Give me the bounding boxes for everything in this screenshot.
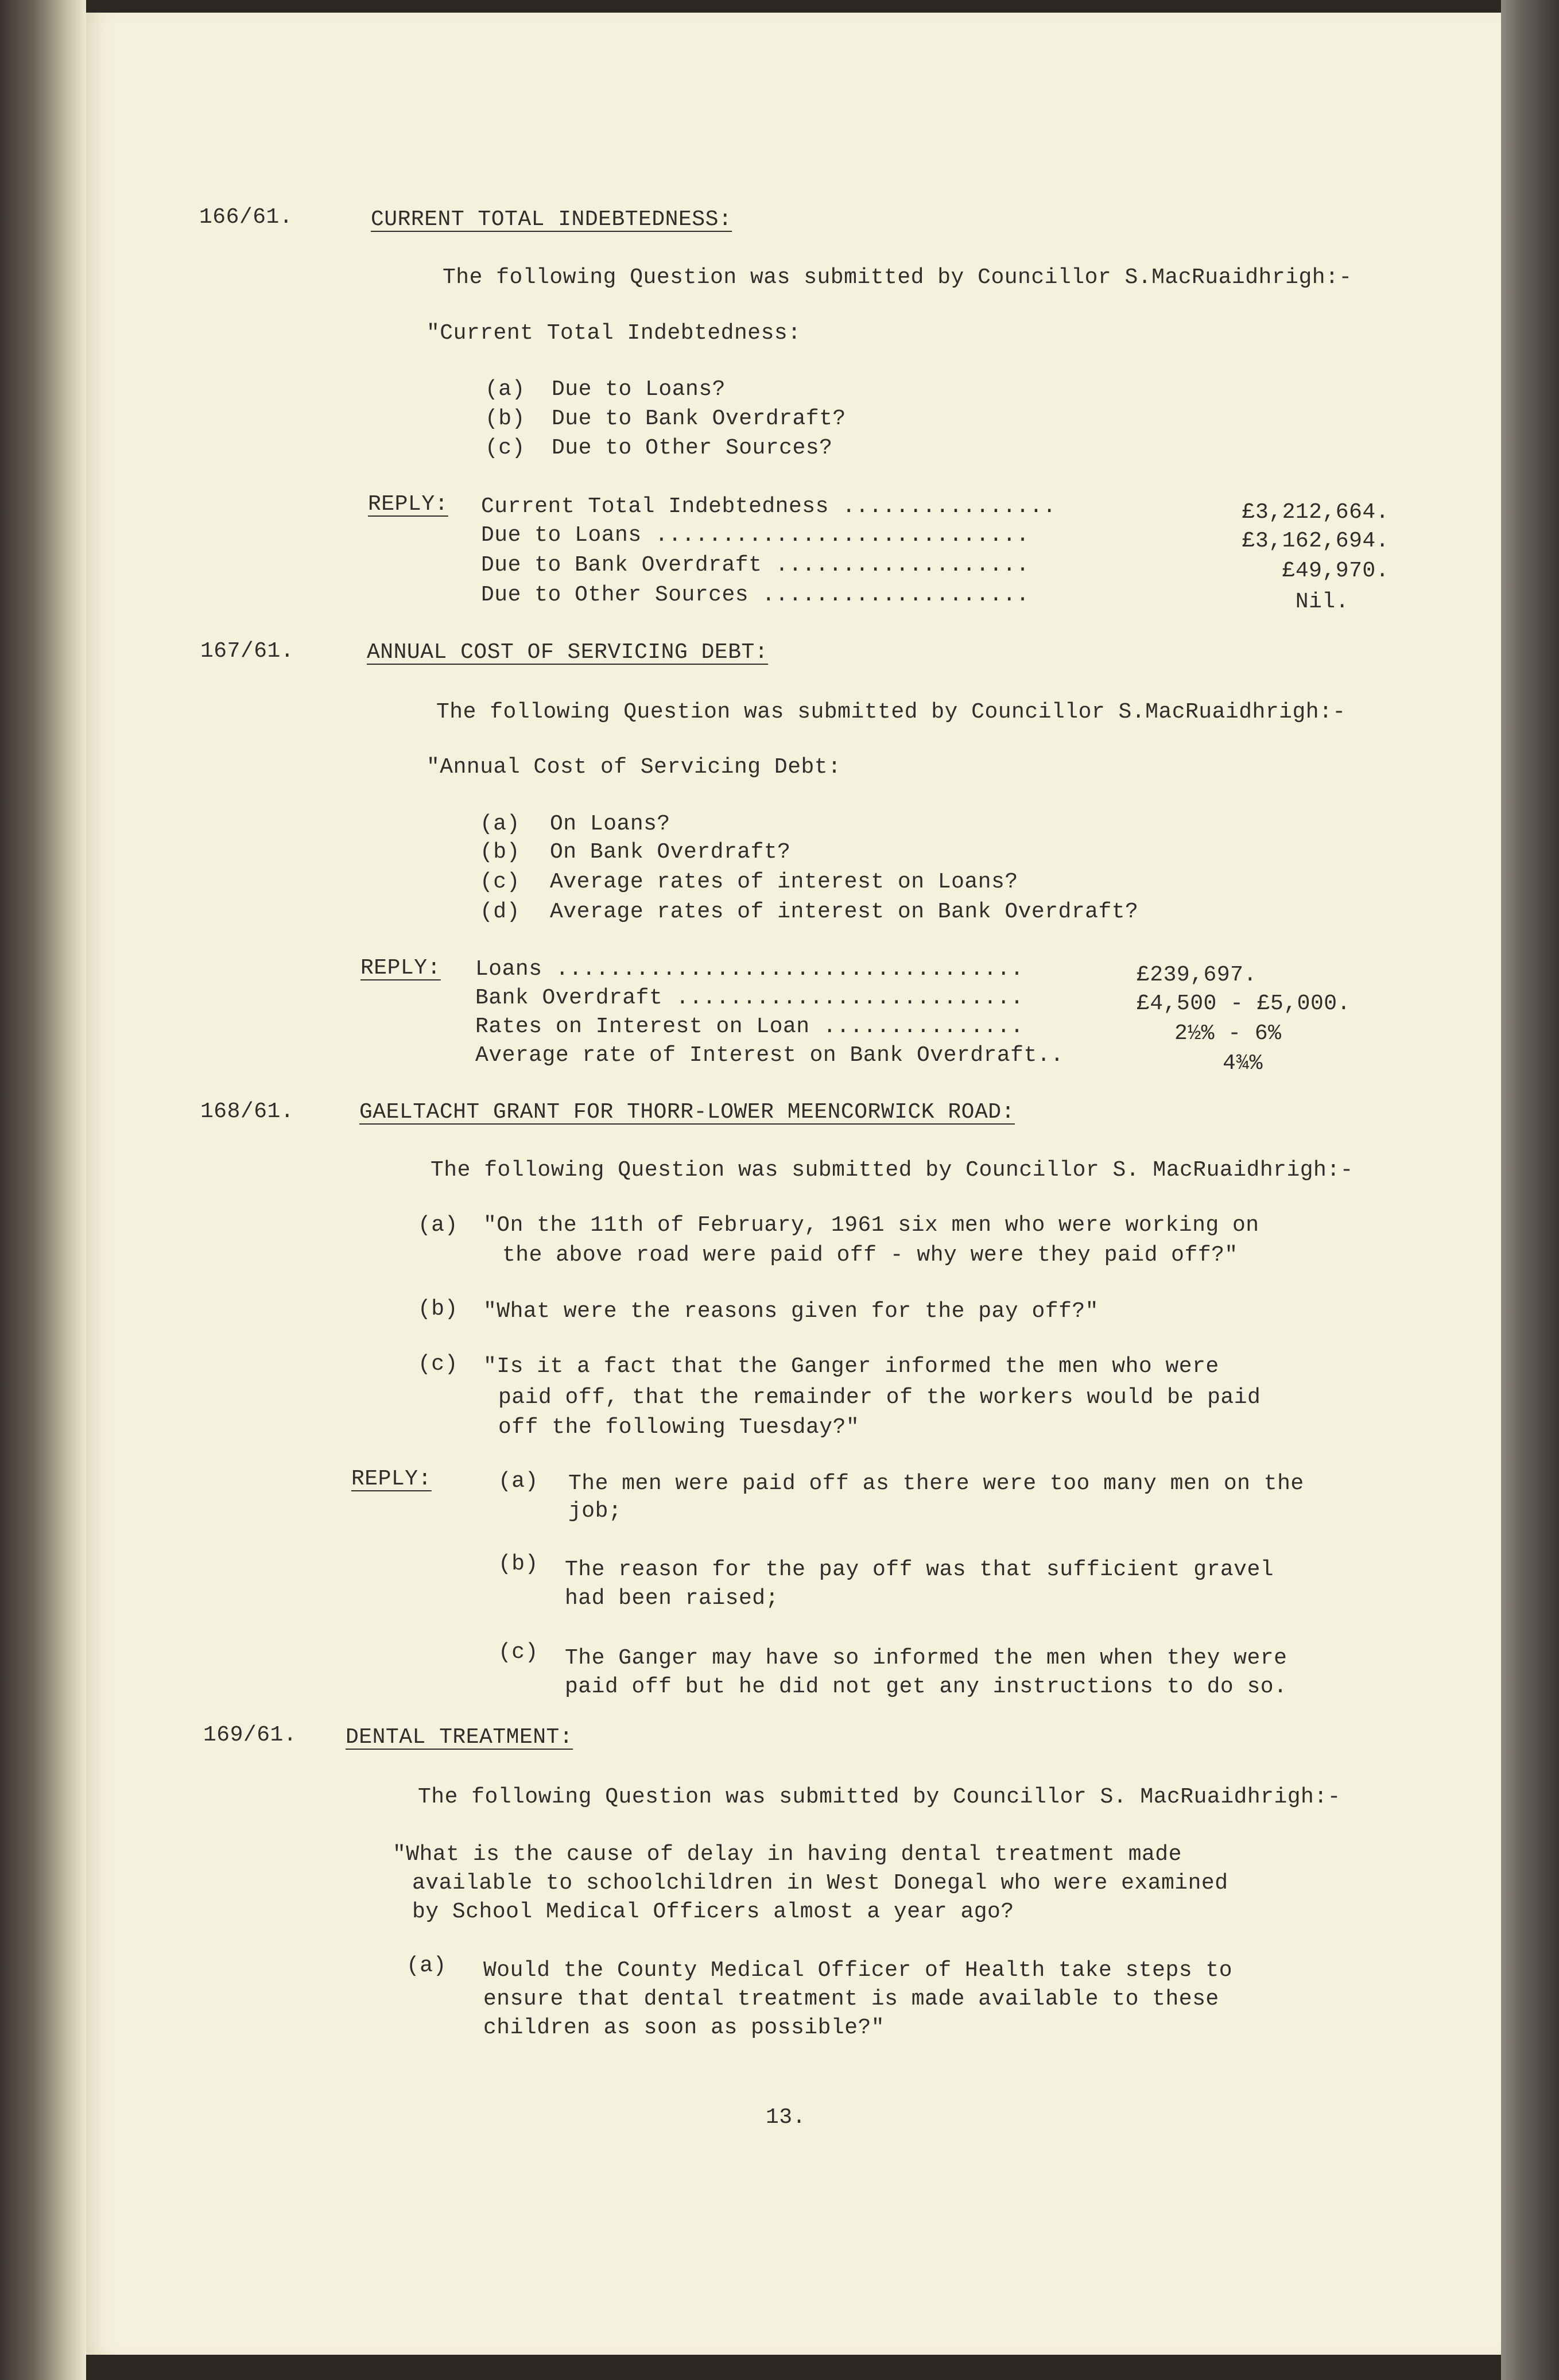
reply-label: REPLY: [368,492,448,517]
sub-question-line: ensure that dental treatment is made available to these [483,1987,1219,2011]
reply-line: The men were paid off as there were too many men on the [568,1471,1304,1496]
item-number: 166/61. [199,205,293,230]
question-lead: "Annual Cost of Servicing Debt: [426,755,841,780]
reply-row-value: 2½% - 6% [1174,1021,1282,1046]
reply-row-value: Nil. [1295,590,1349,614]
item-intro: The following Question was submitted by Councillor S. MacRuaidhrigh:- [418,1785,1341,1809]
page-number: 13. [766,2105,806,2130]
reply-line: had been raised; [565,1586,779,1611]
sub-question-marker: (a) [485,377,525,402]
reply-row-label: Bank Overdraft .......................... [475,986,1024,1010]
sub-question-text: On Bank Overdraft? [550,840,791,865]
reply-row-value: £3,212,664. [1242,500,1389,525]
reply-row-label: Due to Other Sources .................... [481,583,1030,607]
reply-line: job; [568,1499,622,1524]
question-line: available to schoolchildren in West Donegal who were examined [412,1871,1228,1896]
question-marker: (b) [418,1297,458,1321]
item-intro: The following Question was submitted by Councillor S. MacRuaidhrigh:- [431,1158,1354,1183]
item-intro: The following Question was submitted by Councillor S.MacRuaidhrigh:- [436,700,1346,724]
sub-question-text: Due to Other Sources? [552,436,833,460]
question-line: "Is it a fact that the Ganger informed the men who were [483,1354,1219,1379]
reply-row-label: Average rate of Interest on Bank Overdraft.. [475,1043,1064,1068]
reply-row-value: £4,500 - £5,000. [1137,991,1351,1016]
reply-marker: (b) [498,1552,538,1576]
item-number: 168/61. [200,1099,294,1124]
reply-line: The Ganger may have so informed the men when they were [565,1646,1287,1670]
question-line: "On the 11th of February, 1961 six men who were working on [483,1213,1259,1238]
sub-question-marker: (b) [480,840,520,865]
question-line: "What were the reasons given for the pay off?" [483,1299,1099,1324]
sub-question-text: Average rates of interest on Loans? [550,870,1018,894]
question-line: off the following Tuesday?" [498,1415,860,1440]
reply-marker: (c) [498,1640,538,1665]
item-intro: The following Question was submitted by Councillor S.MacRuaidhrigh:- [443,265,1352,290]
sub-question-text: On Loans? [550,812,670,836]
reply-label: REPLY: [351,1467,432,1491]
item-number: 167/61. [200,639,294,664]
sub-question-marker: (c) [480,870,520,894]
question-line: "What is the cause of delay in having dental treatment made [393,1842,1182,1867]
sub-question-marker: (a) [406,1953,447,1978]
reply-label: REPLY: [360,956,441,980]
reply-row-value: £239,697. [1137,963,1257,987]
item-heading: GAELTACHT GRANT FOR THORR-LOWER MEENCORWICK ROAD: [359,1100,1015,1125]
reply-row-value: £49,970. [1282,559,1389,583]
reply-line: The reason for the pay off was that sufficient gravel [565,1557,1274,1582]
question-line: paid off, that the remainder of the workers would be paid [498,1385,1261,1410]
reply-row-label: Loans ................................... [475,957,1024,982]
item-heading: CURRENT TOTAL INDEBTEDNESS: [371,207,732,232]
reply-row-label: Rates on Interest on Loan ............... [475,1014,1024,1039]
item-heading: DENTAL TREATMENT: [346,1725,573,1750]
page-edge [1501,0,1559,2380]
sub-question-marker: (d) [480,900,520,924]
item-number: 169/61. [203,1723,297,1747]
sub-question-text: Average rates of interest on Bank Overdraft? [550,900,1139,924]
reply-row-value: £3,162,694. [1242,529,1389,553]
question-marker: (c) [418,1352,458,1377]
reply-row-label: Due to Bank Overdraft ................... [481,553,1030,577]
sub-question-line: children as soon as possible?" [483,2015,885,2040]
sub-question-marker: (b) [485,406,525,431]
sub-question-marker: (a) [480,812,520,836]
reply-row-label: Due to Loans ............................ [481,523,1030,548]
reply-row-value: 4¾% [1223,1051,1263,1076]
reply-row-label: Current Total Indebtedness ................ [481,494,1057,519]
sub-question-marker: (c) [485,436,525,460]
question-marker: (a) [418,1213,458,1238]
reply-marker: (a) [498,1469,538,1494]
binding-gutter [0,0,86,2380]
sub-question-text: Due to Loans? [552,377,726,402]
reply-line: paid off but he did not get any instructions to do so. [565,1674,1287,1699]
sub-question-line: Would the County Medical Officer of Health take steps to [483,1958,1233,1983]
question-line: by School Medical Officers almost a year ago? [412,1900,1014,1924]
sub-question-text: Due to Bank Overdraft? [552,406,846,431]
question-lead: "Current Total Indebtedness: [426,321,801,346]
question-line: the above road were paid off - why were they paid off?" [502,1243,1238,1267]
item-heading: ANNUAL COST OF SERVICING DEBT: [367,640,769,665]
document-page [86,13,1501,2355]
